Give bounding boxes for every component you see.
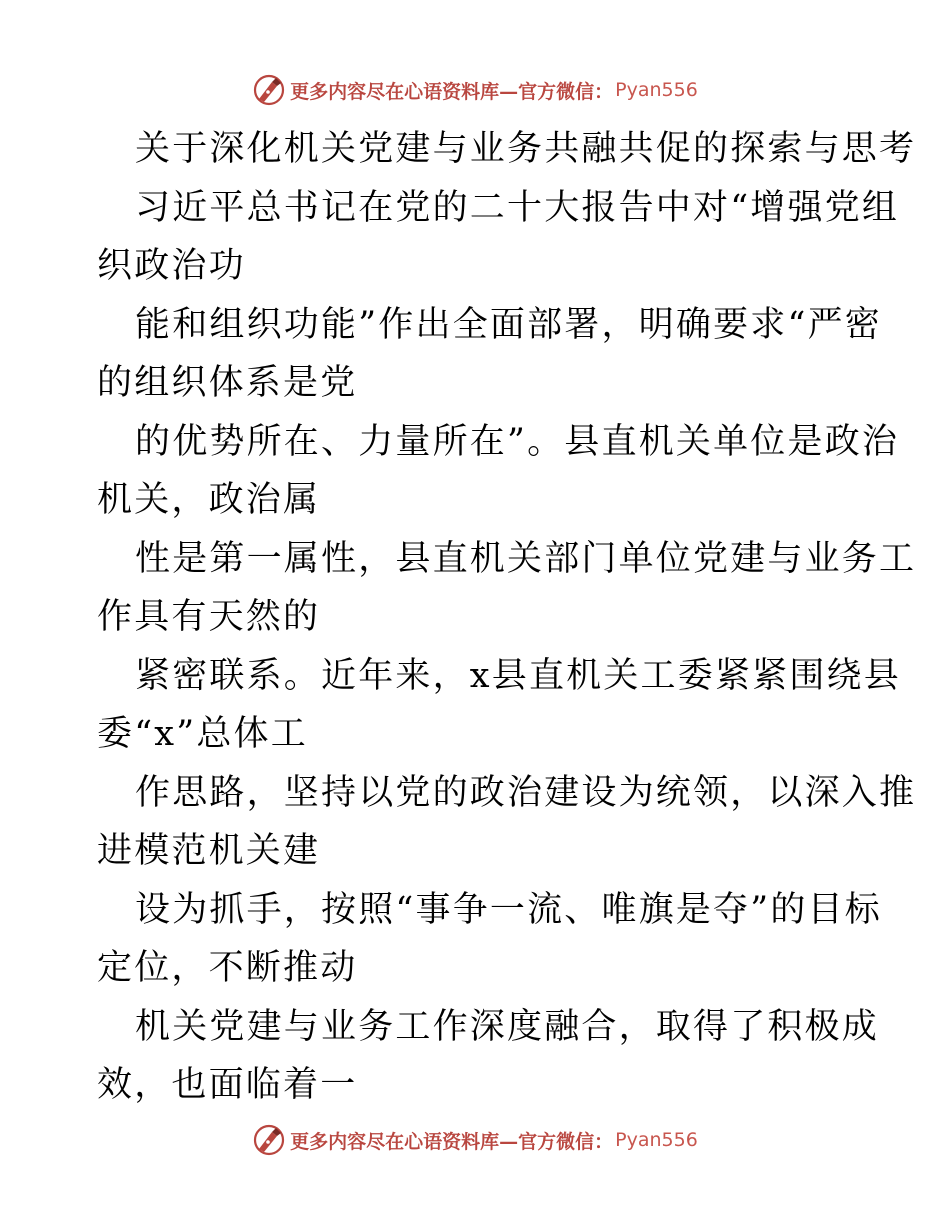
footer-watermark [0, 1120, 950, 1160]
pen-nib-logo-icon [252, 73, 286, 107]
text-line: 作思路，坚持以党的政治建设为统领，以深入推 [135, 772, 917, 813]
text-line: 性是第一属性，县直机关部门单位党建与业务工 [135, 538, 917, 579]
text-line: 能和组织功能”作出全面部署，明确要求“严密 [135, 304, 882, 345]
text-line: 的优势所在、力量所在”。县直机关单位是政治 [135, 421, 900, 462]
pen-nib-logo-icon [252, 1123, 286, 1157]
text-line: 效，也面临着一 [97, 1065, 358, 1105]
watermark-wechat-id: Pyan556 [615, 1129, 698, 1151]
watermark-text: 更多内容尽在心语资料库—官方微信： [290, 80, 614, 103]
text-line: 织政治功 [97, 246, 246, 286]
watermark-wechat-id: Pyan556 [615, 79, 698, 101]
watermark-text: 更多内容尽在心语资料库—官方微信： [290, 1130, 614, 1153]
text-line: 设为抓手，按照“事争一流、唯旗是夺”的目标 [135, 889, 882, 930]
text-line: 定位，不断推动 [97, 948, 358, 988]
document-body [97, 120, 917, 1115]
document-title: 关于深化机关党建与业务共融共促的探索与思考 [135, 129, 917, 169]
text-line: 的组织体系是党 [97, 363, 358, 403]
text-line: 进模范机关建 [97, 831, 321, 871]
text-line: 作具有天然的 [97, 597, 321, 637]
text-line: 机关，政治属 [97, 480, 321, 520]
text-line: 机关党建与业务工作深度融合，取得了积极成 [135, 1006, 880, 1047]
text-line: 委“x”总体工 [97, 714, 308, 754]
text-line: 习近平总书记在党的二十大报告中对“增强党组 [135, 187, 900, 228]
header-watermark [0, 70, 950, 110]
text-line: 紧密联系。近年来，x县直机关工委紧紧围绕县 [135, 655, 901, 696]
